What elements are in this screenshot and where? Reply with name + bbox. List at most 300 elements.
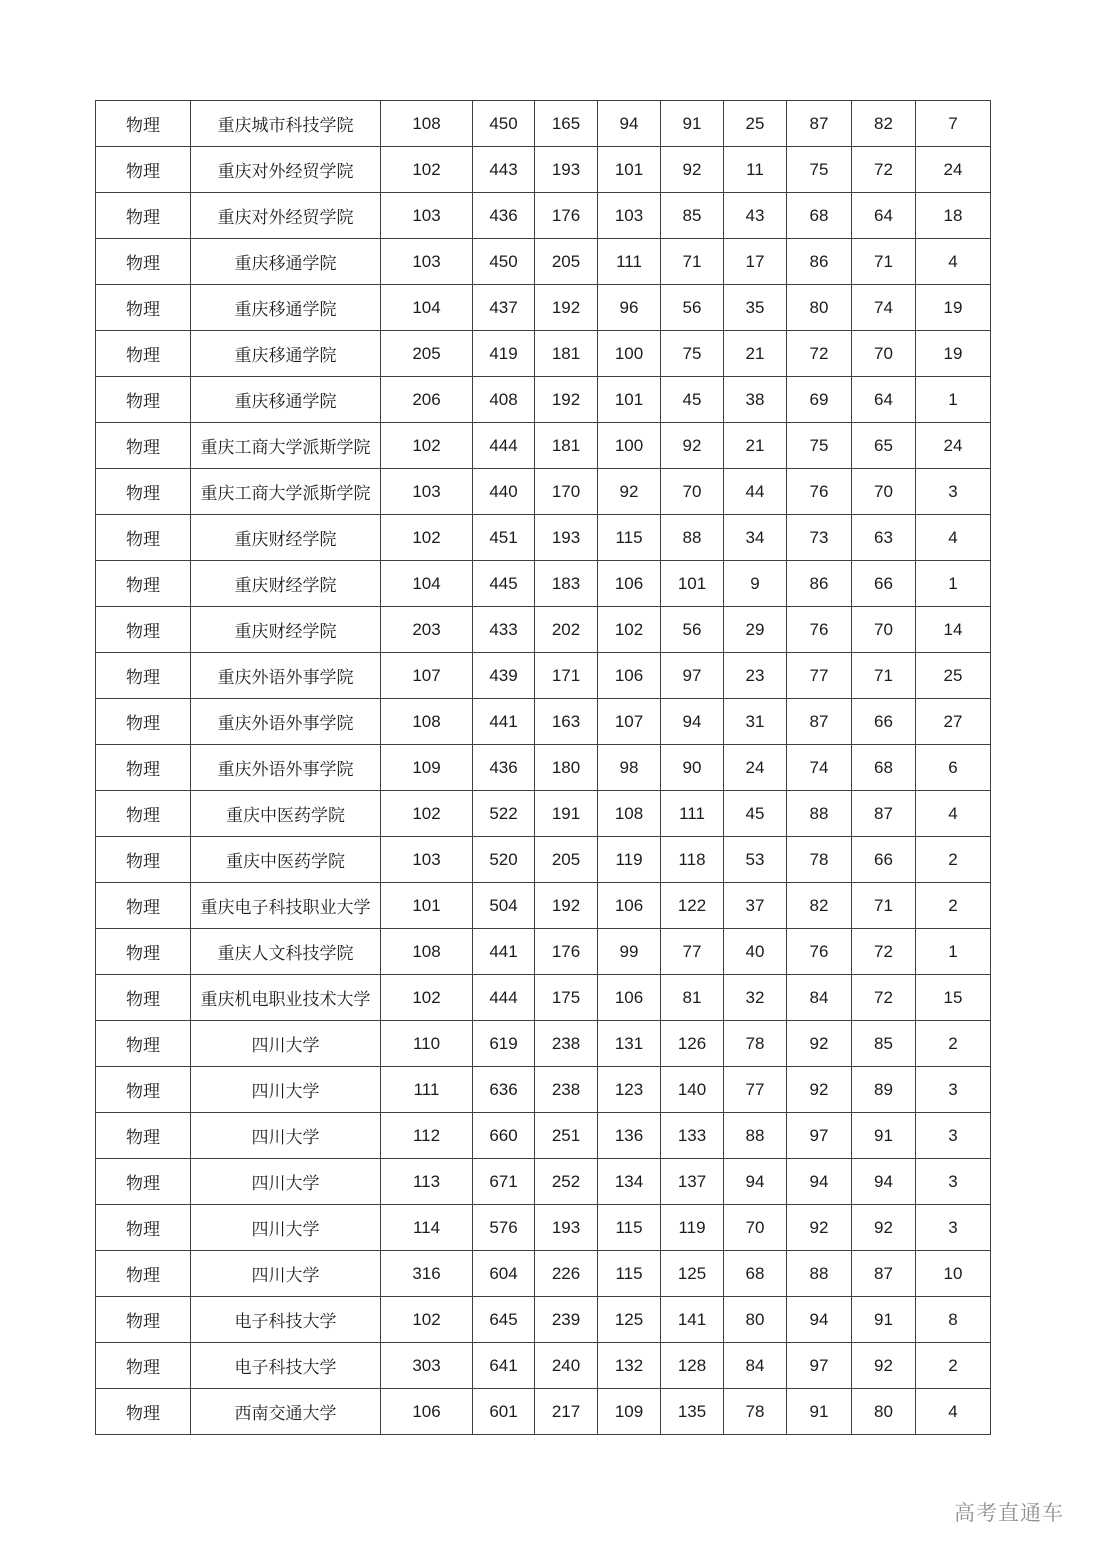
- value-cell: 106: [598, 561, 661, 607]
- value-cell: 419: [473, 331, 535, 377]
- subject-cell: 物理: [96, 653, 191, 699]
- value-cell: 101: [598, 147, 661, 193]
- school-cell: 重庆外语外事学院: [191, 699, 381, 745]
- subject-cell: 物理: [96, 699, 191, 745]
- subject-cell: 物理: [96, 1205, 191, 1251]
- value-cell: 671: [473, 1159, 535, 1205]
- value-cell: 87: [787, 699, 852, 745]
- value-cell: 17: [724, 239, 787, 285]
- value-cell: 2: [916, 883, 991, 929]
- value-cell: 660: [473, 1113, 535, 1159]
- value-cell: 21: [724, 331, 787, 377]
- value-cell: 205: [535, 239, 598, 285]
- value-cell: 90: [661, 745, 724, 791]
- value-cell: 180: [535, 745, 598, 791]
- value-cell: 4: [916, 515, 991, 561]
- value-cell: 205: [381, 331, 473, 377]
- value-cell: 77: [724, 1067, 787, 1113]
- value-cell: 74: [787, 745, 852, 791]
- table-row: [96, 837, 991, 883]
- value-cell: 101: [381, 883, 473, 929]
- value-cell: 71: [661, 239, 724, 285]
- value-cell: 80: [724, 1297, 787, 1343]
- value-cell: 92: [787, 1205, 852, 1251]
- value-cell: 91: [661, 101, 724, 147]
- value-cell: 102: [381, 423, 473, 469]
- value-cell: 239: [535, 1297, 598, 1343]
- value-cell: 64: [852, 377, 916, 423]
- school-cell: 重庆移通学院: [191, 239, 381, 285]
- value-cell: 108: [381, 699, 473, 745]
- value-cell: 88: [724, 1113, 787, 1159]
- value-cell: 87: [852, 1251, 916, 1297]
- value-cell: 192: [535, 377, 598, 423]
- value-cell: 80: [852, 1389, 916, 1435]
- school-cell: 四川大学: [191, 1067, 381, 1113]
- value-cell: 125: [661, 1251, 724, 1297]
- value-cell: 81: [661, 975, 724, 1021]
- value-cell: 84: [787, 975, 852, 1021]
- value-cell: 165: [535, 101, 598, 147]
- value-cell: 15: [916, 975, 991, 1021]
- value-cell: 107: [381, 653, 473, 699]
- subject-cell: 物理: [96, 285, 191, 331]
- value-cell: 176: [535, 929, 598, 975]
- value-cell: 24: [916, 423, 991, 469]
- value-cell: 316: [381, 1251, 473, 1297]
- value-cell: 25: [916, 653, 991, 699]
- school-cell: 重庆财经学院: [191, 607, 381, 653]
- value-cell: 10: [916, 1251, 991, 1297]
- value-cell: 436: [473, 193, 535, 239]
- table-row: [96, 1251, 991, 1297]
- value-cell: 439: [473, 653, 535, 699]
- value-cell: 92: [598, 469, 661, 515]
- value-cell: 604: [473, 1251, 535, 1297]
- value-cell: 35: [724, 285, 787, 331]
- value-cell: 18: [916, 193, 991, 239]
- value-cell: 101: [598, 377, 661, 423]
- value-cell: 450: [473, 101, 535, 147]
- value-cell: 101: [661, 561, 724, 607]
- value-cell: 437: [473, 285, 535, 331]
- value-cell: 68: [787, 193, 852, 239]
- value-cell: 4: [916, 1389, 991, 1435]
- value-cell: 76: [787, 469, 852, 515]
- value-cell: 619: [473, 1021, 535, 1067]
- subject-cell: 物理: [96, 469, 191, 515]
- value-cell: 71: [852, 883, 916, 929]
- value-cell: 191: [535, 791, 598, 837]
- value-cell: 86: [787, 561, 852, 607]
- value-cell: 444: [473, 975, 535, 1021]
- watermark-text: 高考直通车: [954, 1502, 1064, 1525]
- school-cell: 重庆财经学院: [191, 561, 381, 607]
- value-cell: 84: [724, 1343, 787, 1389]
- value-cell: 445: [473, 561, 535, 607]
- value-cell: 113: [381, 1159, 473, 1205]
- value-cell: 103: [381, 239, 473, 285]
- school-cell: 电子科技大学: [191, 1297, 381, 1343]
- value-cell: 441: [473, 929, 535, 975]
- table-row: [96, 699, 991, 745]
- value-cell: 21: [724, 423, 787, 469]
- value-cell: 1: [916, 377, 991, 423]
- value-cell: 65: [852, 423, 916, 469]
- value-cell: 3: [916, 1159, 991, 1205]
- value-cell: 106: [598, 653, 661, 699]
- value-cell: 82: [852, 101, 916, 147]
- value-cell: 37: [724, 883, 787, 929]
- value-cell: 74: [852, 285, 916, 331]
- value-cell: 102: [381, 515, 473, 561]
- value-cell: 102: [381, 147, 473, 193]
- subject-cell: 物理: [96, 1343, 191, 1389]
- value-cell: 133: [661, 1113, 724, 1159]
- value-cell: 110: [381, 1021, 473, 1067]
- school-cell: 四川大学: [191, 1251, 381, 1297]
- table-row: [96, 285, 991, 331]
- value-cell: 175: [535, 975, 598, 1021]
- value-cell: 1: [916, 561, 991, 607]
- subject-cell: 物理: [96, 239, 191, 285]
- value-cell: 203: [381, 607, 473, 653]
- value-cell: 3: [916, 1205, 991, 1251]
- value-cell: 125: [598, 1297, 661, 1343]
- value-cell: 2: [916, 837, 991, 883]
- value-cell: 102: [598, 607, 661, 653]
- table-row: [96, 147, 991, 193]
- value-cell: 75: [787, 423, 852, 469]
- value-cell: 1: [916, 929, 991, 975]
- value-cell: 450: [473, 239, 535, 285]
- value-cell: 94: [852, 1159, 916, 1205]
- value-cell: 408: [473, 377, 535, 423]
- subject-cell: 物理: [96, 929, 191, 975]
- value-cell: 106: [598, 883, 661, 929]
- value-cell: 87: [787, 101, 852, 147]
- value-cell: 108: [381, 101, 473, 147]
- value-cell: 31: [724, 699, 787, 745]
- subject-cell: 物理: [96, 193, 191, 239]
- value-cell: 76: [787, 607, 852, 653]
- table-row: [96, 791, 991, 837]
- value-cell: 217: [535, 1389, 598, 1435]
- value-cell: 163: [535, 699, 598, 745]
- value-cell: 128: [661, 1343, 724, 1389]
- value-cell: 29: [724, 607, 787, 653]
- value-cell: 69: [787, 377, 852, 423]
- value-cell: 108: [598, 791, 661, 837]
- value-cell: 170: [535, 469, 598, 515]
- table-row: [96, 239, 991, 285]
- value-cell: 91: [787, 1389, 852, 1435]
- value-cell: 77: [787, 653, 852, 699]
- value-cell: 100: [598, 331, 661, 377]
- value-cell: 88: [661, 515, 724, 561]
- value-cell: 103: [598, 193, 661, 239]
- value-cell: 78: [724, 1021, 787, 1067]
- value-cell: 38: [724, 377, 787, 423]
- subject-cell: 物理: [96, 515, 191, 561]
- value-cell: 115: [598, 515, 661, 561]
- subject-cell: 物理: [96, 607, 191, 653]
- value-cell: 104: [381, 285, 473, 331]
- value-cell: 91: [852, 1297, 916, 1343]
- value-cell: 86: [787, 239, 852, 285]
- value-cell: 88: [787, 791, 852, 837]
- value-cell: 78: [724, 1389, 787, 1435]
- table-row: [96, 745, 991, 791]
- score-table-body: [96, 101, 991, 1435]
- value-cell: 193: [535, 1205, 598, 1251]
- value-cell: 252: [535, 1159, 598, 1205]
- value-cell: 103: [381, 837, 473, 883]
- value-cell: 3: [916, 469, 991, 515]
- value-cell: 24: [916, 147, 991, 193]
- value-cell: 240: [535, 1343, 598, 1389]
- value-cell: 436: [473, 745, 535, 791]
- value-cell: 576: [473, 1205, 535, 1251]
- table-row: [96, 561, 991, 607]
- value-cell: 66: [852, 699, 916, 745]
- value-cell: 32: [724, 975, 787, 1021]
- value-cell: 135: [661, 1389, 724, 1435]
- value-cell: 109: [381, 745, 473, 791]
- value-cell: 23: [724, 653, 787, 699]
- value-cell: 72: [787, 331, 852, 377]
- subject-cell: 物理: [96, 1389, 191, 1435]
- value-cell: 137: [661, 1159, 724, 1205]
- value-cell: 636: [473, 1067, 535, 1113]
- value-cell: 115: [598, 1251, 661, 1297]
- table-row: [96, 1021, 991, 1067]
- value-cell: 70: [852, 469, 916, 515]
- value-cell: 106: [381, 1389, 473, 1435]
- value-cell: 2: [916, 1343, 991, 1389]
- school-cell: 重庆对外经贸学院: [191, 147, 381, 193]
- value-cell: 601: [473, 1389, 535, 1435]
- value-cell: 80: [787, 285, 852, 331]
- value-cell: 24: [724, 745, 787, 791]
- subject-cell: 物理: [96, 377, 191, 423]
- value-cell: 99: [598, 929, 661, 975]
- value-cell: 443: [473, 147, 535, 193]
- subject-cell: 物理: [96, 1297, 191, 1343]
- subject-cell: 物理: [96, 1021, 191, 1067]
- value-cell: 19: [916, 285, 991, 331]
- value-cell: 9: [724, 561, 787, 607]
- value-cell: 126: [661, 1021, 724, 1067]
- value-cell: 109: [598, 1389, 661, 1435]
- value-cell: 451: [473, 515, 535, 561]
- school-cell: 重庆人文科技学院: [191, 929, 381, 975]
- value-cell: 226: [535, 1251, 598, 1297]
- value-cell: 94: [598, 101, 661, 147]
- value-cell: 92: [661, 147, 724, 193]
- value-cell: 98: [598, 745, 661, 791]
- value-cell: 70: [724, 1205, 787, 1251]
- table-row: [96, 975, 991, 1021]
- value-cell: 2: [916, 1021, 991, 1067]
- school-cell: 重庆机电职业技术大学: [191, 975, 381, 1021]
- table-row: [96, 607, 991, 653]
- value-cell: 111: [661, 791, 724, 837]
- school-cell: 重庆中医药学院: [191, 837, 381, 883]
- subject-cell: 物理: [96, 975, 191, 1021]
- value-cell: 115: [598, 1205, 661, 1251]
- table-row: [96, 1297, 991, 1343]
- school-cell: 重庆外语外事学院: [191, 745, 381, 791]
- school-cell: 重庆电子科技职业大学: [191, 883, 381, 929]
- value-cell: 132: [598, 1343, 661, 1389]
- value-cell: 97: [787, 1113, 852, 1159]
- value-cell: 111: [598, 239, 661, 285]
- subject-cell: 物理: [96, 561, 191, 607]
- value-cell: 92: [787, 1067, 852, 1113]
- value-cell: 78: [787, 837, 852, 883]
- value-cell: 45: [724, 791, 787, 837]
- value-cell: 238: [535, 1067, 598, 1113]
- value-cell: 63: [852, 515, 916, 561]
- value-cell: 4: [916, 791, 991, 837]
- value-cell: 103: [381, 469, 473, 515]
- value-cell: 72: [852, 975, 916, 1021]
- value-cell: 103: [381, 193, 473, 239]
- value-cell: 43: [724, 193, 787, 239]
- value-cell: 73: [787, 515, 852, 561]
- value-cell: 119: [661, 1205, 724, 1251]
- table-row: [96, 1389, 991, 1435]
- value-cell: 75: [787, 147, 852, 193]
- value-cell: 45: [661, 377, 724, 423]
- value-cell: 7: [916, 101, 991, 147]
- value-cell: 71: [852, 239, 916, 285]
- value-cell: 94: [724, 1159, 787, 1205]
- school-cell: 重庆外语外事学院: [191, 653, 381, 699]
- value-cell: 645: [473, 1297, 535, 1343]
- subject-cell: 物理: [96, 883, 191, 929]
- value-cell: 102: [381, 975, 473, 1021]
- value-cell: 238: [535, 1021, 598, 1067]
- subject-cell: 物理: [96, 331, 191, 377]
- subject-cell: 物理: [96, 1159, 191, 1205]
- value-cell: 19: [916, 331, 991, 377]
- table-row: [96, 1159, 991, 1205]
- value-cell: 87: [852, 791, 916, 837]
- value-cell: 522: [473, 791, 535, 837]
- subject-cell: 物理: [96, 101, 191, 147]
- value-cell: 97: [661, 653, 724, 699]
- value-cell: 94: [787, 1297, 852, 1343]
- value-cell: 68: [724, 1251, 787, 1297]
- subject-cell: 物理: [96, 1067, 191, 1113]
- table-row: [96, 1113, 991, 1159]
- table-row: [96, 1205, 991, 1251]
- value-cell: 433: [473, 607, 535, 653]
- value-cell: 206: [381, 377, 473, 423]
- table-row: [96, 515, 991, 561]
- value-cell: 114: [381, 1205, 473, 1251]
- value-cell: 3: [916, 1067, 991, 1113]
- school-cell: 重庆中医药学院: [191, 791, 381, 837]
- value-cell: 92: [787, 1021, 852, 1067]
- value-cell: 94: [661, 699, 724, 745]
- value-cell: 11: [724, 147, 787, 193]
- value-cell: 122: [661, 883, 724, 929]
- value-cell: 441: [473, 699, 535, 745]
- value-cell: 444: [473, 423, 535, 469]
- value-cell: 75: [661, 331, 724, 377]
- value-cell: 70: [852, 331, 916, 377]
- table-row: [96, 193, 991, 239]
- value-cell: 192: [535, 883, 598, 929]
- value-cell: 27: [916, 699, 991, 745]
- subject-cell: 物理: [96, 745, 191, 791]
- table-row: [96, 101, 991, 147]
- value-cell: 251: [535, 1113, 598, 1159]
- value-cell: 141: [661, 1297, 724, 1343]
- value-cell: 44: [724, 469, 787, 515]
- table-row: [96, 377, 991, 423]
- value-cell: 107: [598, 699, 661, 745]
- value-cell: 77: [661, 929, 724, 975]
- value-cell: 102: [381, 1297, 473, 1343]
- value-cell: 34: [724, 515, 787, 561]
- value-cell: 85: [852, 1021, 916, 1067]
- value-cell: 123: [598, 1067, 661, 1113]
- school-cell: 重庆工商大学派斯学院: [191, 423, 381, 469]
- value-cell: 136: [598, 1113, 661, 1159]
- value-cell: 64: [852, 193, 916, 239]
- value-cell: 56: [661, 285, 724, 331]
- value-cell: 8: [916, 1297, 991, 1343]
- table-row: [96, 423, 991, 469]
- value-cell: 88: [787, 1251, 852, 1297]
- value-cell: 91: [852, 1113, 916, 1159]
- school-cell: 电子科技大学: [191, 1343, 381, 1389]
- value-cell: 92: [852, 1343, 916, 1389]
- score-table: [95, 100, 991, 1435]
- school-cell: 重庆城市科技学院: [191, 101, 381, 147]
- value-cell: 641: [473, 1343, 535, 1389]
- value-cell: 193: [535, 147, 598, 193]
- value-cell: 171: [535, 653, 598, 699]
- value-cell: 25: [724, 101, 787, 147]
- value-cell: 111: [381, 1067, 473, 1113]
- table-row: [96, 929, 991, 975]
- subject-cell: 物理: [96, 1251, 191, 1297]
- value-cell: 181: [535, 423, 598, 469]
- value-cell: 94: [787, 1159, 852, 1205]
- school-cell: 重庆工商大学派斯学院: [191, 469, 381, 515]
- value-cell: 106: [598, 975, 661, 1021]
- school-cell: 四川大学: [191, 1113, 381, 1159]
- value-cell: 108: [381, 929, 473, 975]
- school-cell: 重庆对外经贸学院: [191, 193, 381, 239]
- school-cell: 重庆移通学院: [191, 377, 381, 423]
- value-cell: 100: [598, 423, 661, 469]
- subject-cell: 物理: [96, 1113, 191, 1159]
- value-cell: 504: [473, 883, 535, 929]
- value-cell: 134: [598, 1159, 661, 1205]
- school-cell: 重庆财经学院: [191, 515, 381, 561]
- value-cell: 82: [787, 883, 852, 929]
- value-cell: 76: [787, 929, 852, 975]
- value-cell: 131: [598, 1021, 661, 1067]
- value-cell: 119: [598, 837, 661, 883]
- value-cell: 72: [852, 147, 916, 193]
